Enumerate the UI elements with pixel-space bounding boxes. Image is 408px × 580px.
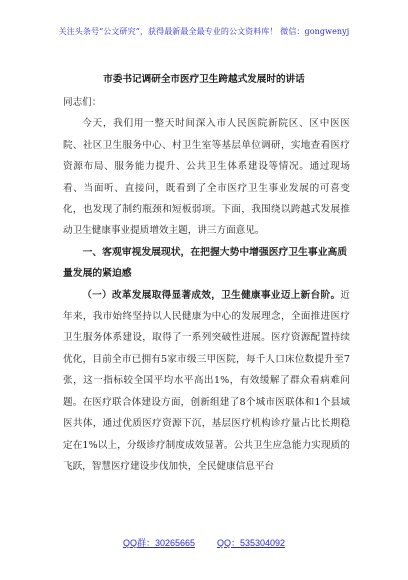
header-banner: 关注头条号“公文研究”，获得最新最全最专业的公文资料库！ 微信：gongwenyj bbox=[58, 27, 350, 36]
page-title: 市委书记调研全市医疗卫生跨越式发展时的讲话 bbox=[103, 74, 305, 85]
footer bbox=[0, 536, 408, 549]
subsection-body: 近年来，我市始终坚持以人民健康为中心的发展理念，全面推进医疗卫生服务体系建设，取得了一系列突破性进展。医疗资源配置持续优化，目前全市已拥有5家市级三甲医院，每千人口床位数提升至7张，这一指标较全国平均水平高出1%，有效缓解了群众看病难问题。在医疗联合体建设方面，创新组建了8个城市医联体和1个县域医共体，通过优质医疗资源下沉，基层医疗机构诊疗量占比长期稳定在1%以上，分级诊疗制度成效显著。公共卫生应急能力实现质的飞跃，智慧医疗建设步伐加快，全民健康信息平台 bbox=[63, 289, 350, 472]
qq-contact-link[interactable]: QQ：535304092 bbox=[216, 538, 286, 548]
subsection-paragraph bbox=[63, 285, 350, 478]
intro-paragraph: 今天，我们用一整天时间深入市人民医院新院区、区中医医院、社区卫生服务中心、村卫生室等基层单位调研，实地查看医疗资源布局、服务能力提升、公共卫生体系建设等情况。通过现场看、当面听、直接问，既看到了全市医疗卫生事业发展的可喜变化，也发现了制约瓶颈和短板弱项。下面，我围绕以跨越式发展推动卫生健康事业提质增效主题，讲三方面意见。 bbox=[63, 118, 350, 237]
document-body bbox=[63, 92, 350, 477]
section-heading: 一、客观审视发展现状，在把握大势中增强医疗卫生事业高质量发展的紧迫感 bbox=[63, 246, 348, 280]
qq-group-link[interactable]: QQ群：30265665 bbox=[122, 538, 195, 548]
salutation: 同志们： bbox=[63, 97, 102, 108]
subsection-lead: （一）改革发展取得显著成效，卫生健康事业迈上新台阶。 bbox=[82, 289, 341, 301]
